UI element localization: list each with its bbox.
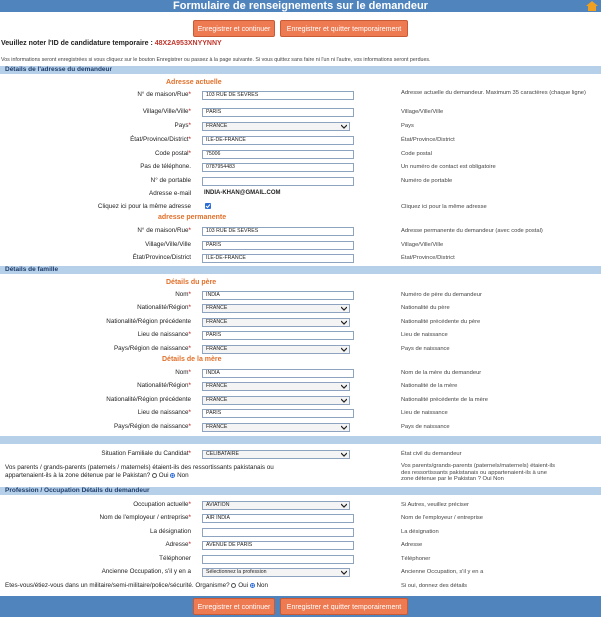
- state-input[interactable]: ILE-DE-FRANCE: [202, 136, 354, 145]
- email-label: Adresse e-mail: [149, 190, 191, 197]
- military-yes-label: Oui: [238, 582, 248, 589]
- pakistan-question-line2: appartenaient-ils à la zone détenue par le Pakistan? Oui Non: [5, 472, 189, 479]
- designation-label: La désignation: [150, 528, 191, 535]
- home-icon[interactable]: [586, 1, 598, 11]
- house-input[interactable]: 103 RUE DE SEVRES: [202, 91, 354, 100]
- section-profession: Profession / Occupation Détails du demandeur: [0, 487, 601, 495]
- chevron-down-icon: [341, 425, 347, 430]
- save-continue-button-bottom[interactable]: Enregistrer et continuer: [193, 598, 275, 615]
- employer-help: Nom de l'employeur / entreprise: [401, 515, 483, 521]
- house-label: N° de maison/Rue*: [137, 91, 191, 98]
- prof-address-help: Adresse: [401, 542, 423, 548]
- father-country-help: Pays de naissance: [401, 346, 450, 352]
- designation-help: La désignation: [401, 529, 439, 535]
- chevron-down-icon: [341, 124, 347, 129]
- temp-id-label: Veuillez noter l'ID de candidature temporaire :: [1, 40, 153, 47]
- father-prev-label: Nationalité/Région précédente: [106, 318, 191, 325]
- temp-id-value: 48X2A953XNYYNNY: [154, 40, 222, 47]
- mother-country-label: Pays/Région de naissance*: [113, 423, 191, 430]
- mother-heading: Détails de la mère: [162, 356, 222, 363]
- mobile-input[interactable]: [202, 177, 354, 186]
- save-quit-button-bottom[interactable]: Enregistrer et quitter temporairement: [280, 598, 408, 615]
- same-address-checkbox[interactable]: [205, 203, 211, 209]
- section-address: Détails de l'adresse du demandeur: [0, 66, 601, 74]
- mother-name-help: Nom de la mère du demandeur: [401, 370, 482, 376]
- mother-birth-help: Lieu de naissance: [401, 410, 448, 416]
- postal-label: Code postal*: [154, 150, 191, 157]
- phone-help: Un numéro de contact est obligatoire: [401, 164, 496, 170]
- mother-prev-label: Nationalité/Région précédente: [106, 396, 191, 403]
- father-birth-label: Lieu de naissance*: [137, 331, 191, 338]
- mother-birth-label: Lieu de naissance*: [137, 409, 191, 416]
- save-info-text: Vos informations seront enregistrées si vous cliquez sur le bouton Enregistrer ou passez à la page suivante. Si vous quittez sans faire ni l'un ni l'autre, vos informations seront perdues.: [1, 57, 431, 63]
- perm-state-help: État/Province/District: [401, 255, 455, 261]
- mother-nat-select[interactable]: FRANCE: [202, 382, 350, 391]
- mother-name-label: Nom*: [175, 369, 191, 376]
- father-country-label: Pays/Région de naissance*: [113, 345, 191, 352]
- country-label: Pays*: [174, 122, 191, 129]
- military-help: Si oui, donnez des détails: [401, 583, 468, 589]
- prof-phone-label: Téléphoner: [159, 555, 191, 562]
- prof-phone-input[interactable]: [202, 555, 354, 564]
- pakistan-no-radio[interactable]: [170, 473, 175, 478]
- military-yes-radio[interactable]: [231, 583, 236, 588]
- perm-house-input[interactable]: 103 RUE DE SEVRES: [202, 227, 354, 236]
- chevron-down-icon: [341, 452, 347, 457]
- military-no-label: Non: [256, 582, 269, 589]
- house-help: Adresse actuelle du demandeur. Maximum 35 caractères (chaque ligne): [401, 90, 586, 96]
- page-title: Formulaire de renseignements sur le demandeur: [173, 0, 428, 12]
- page-title-bar: [0, 0, 601, 12]
- prev-occupation-label: Ancienne Occupation, s'il y en a: [101, 568, 191, 575]
- mother-birth-input[interactable]: PARIS: [202, 409, 354, 418]
- perm-village-label: Village/Ville/Ville: [145, 241, 191, 248]
- phone-input[interactable]: 0787954483: [202, 163, 354, 172]
- postal-help: Code postal: [401, 151, 432, 157]
- father-country-select[interactable]: FRANCE: [202, 345, 350, 354]
- country-select[interactable]: FRANCE: [202, 122, 350, 131]
- perm-house-label: N° de maison/Rue*: [137, 227, 191, 234]
- section-family: Détails de famille: [0, 266, 601, 274]
- perm-house-help: Adresse permanente du demandeur (avec code postal): [401, 228, 543, 234]
- chevron-down-icon: [341, 306, 347, 311]
- prof-phone-help: Téléphoner: [401, 556, 431, 562]
- mother-prev-select[interactable]: FRANCE: [202, 396, 350, 405]
- country-help: Pays: [401, 123, 414, 129]
- occupation-select[interactable]: AVIATION: [202, 501, 350, 510]
- postal-input[interactable]: 75006: [202, 150, 354, 159]
- employer-input[interactable]: AIR INDIA: [202, 514, 354, 523]
- village-input[interactable]: PARIS: [202, 108, 354, 117]
- mobile-help: Numéro de portable: [401, 178, 453, 184]
- father-name-input[interactable]: INDIA: [202, 291, 354, 300]
- mother-prev-help: Nationalité précédente de la mère: [401, 397, 489, 403]
- phone-label: Pas de téléphone.: [140, 163, 191, 170]
- chevron-down-icon: [341, 384, 347, 389]
- check-icon: [205, 203, 211, 209]
- father-name-help: Numéro de père du demandeur: [401, 292, 482, 298]
- perm-state-input[interactable]: ILE-DE-FRANCE: [202, 254, 354, 263]
- save-quit-button-top[interactable]: Enregistrer et quitter temporairement: [280, 20, 408, 37]
- village-label: Village/Ville/Ville*: [142, 108, 191, 115]
- chevron-down-icon: [341, 398, 347, 403]
- pakistan-help: Vos parents/grands-parents (paternels/maternels) étaient-ils des ressortissants pakistanais ou appartenaient-ils à une zone détenue par le Pakistan ? Oui Non: [401, 463, 556, 482]
- father-birth-input[interactable]: PARIS: [202, 331, 354, 340]
- state-label: État/Province/District*: [130, 136, 191, 143]
- pakistan-yes-label: Oui: [158, 472, 169, 479]
- father-prev-help: Nationalité précédente du père: [401, 319, 481, 325]
- chevron-down-icon: [341, 503, 347, 508]
- perm-state-label: État/Province/District: [132, 254, 191, 261]
- father-prev-select[interactable]: FRANCE: [202, 318, 350, 327]
- father-name-label: Nom*: [175, 291, 191, 298]
- prev-occupation-help: Ancienne Occupation, s'il y en a: [401, 569, 484, 575]
- mother-country-select[interactable]: FRANCE: [202, 423, 350, 432]
- designation-input[interactable]: [202, 528, 354, 537]
- military-question: Etes-vous/étiez-vous dans un militaire/semi-militaire/police/sécurité. Organisme? Oui Non: [5, 582, 269, 589]
- pakistan-question-line1: Vos parents / grands-parents (paternels / maternels) étaient-ils des ressortissants pakistanais ou: [5, 464, 274, 471]
- father-heading: Détails du père: [166, 279, 217, 286]
- email-value: INDIA-KHAN@GMAIL.COM: [204, 190, 281, 196]
- marital-select[interactable]: CELIBATAIRE: [202, 450, 350, 459]
- occupation-label: Occupation actuelle*: [133, 501, 191, 508]
- prof-address-label: Adresse*: [165, 541, 191, 548]
- father-nat-select[interactable]: FRANCE: [202, 304, 350, 313]
- mother-country-help: Pays de naissance: [401, 424, 450, 430]
- pakistan-yes-radio[interactable]: [152, 473, 157, 478]
- section-divider: [0, 436, 601, 444]
- mother-nat-label: Nationalité/Région*: [137, 382, 191, 389]
- temp-id-notice: [1, 40, 222, 48]
- perm-village-help: Village/Ville/Ville: [401, 242, 444, 248]
- occupation-help: Si Autres, veuillez préciser: [401, 502, 469, 508]
- prev-occupation-select[interactable]: Sélectionnez la profession: [202, 568, 350, 577]
- same-address-help: Cliquez ici pour la même adresse: [401, 204, 487, 210]
- mother-nat-help: Nationalité de la mère: [401, 383, 458, 389]
- father-nat-label: Nationalité/Région*: [137, 304, 191, 311]
- mother-name-input[interactable]: INDIA: [202, 369, 354, 378]
- perm-village-input[interactable]: PARIS: [202, 241, 354, 250]
- chevron-down-icon: [341, 570, 347, 575]
- employer-label: Nom de l'employeur / entreprise*: [99, 514, 191, 521]
- same-address-label: Cliquez ici pour la même adresse: [97, 203, 191, 210]
- state-help: État/Province/District: [401, 137, 455, 143]
- prof-address-input[interactable]: AVENUE DE PARIS: [202, 541, 354, 550]
- current-address-heading: Adresse actuelle: [166, 79, 222, 86]
- military-no-radio[interactable]: [250, 583, 255, 588]
- father-nat-help: Nationalité du père: [401, 305, 450, 311]
- save-continue-button-top[interactable]: Enregistrer et continuer: [193, 20, 275, 37]
- pakistan-no-label: Non: [177, 472, 189, 479]
- mobile-label: N° de portable: [150, 177, 191, 184]
- chevron-down-icon: [341, 320, 347, 325]
- chevron-down-icon: [341, 347, 347, 352]
- marital-label: Situation Familiale du Candidat*: [101, 450, 191, 457]
- marital-help: État civil du demandeur: [401, 451, 462, 457]
- permanent-address-heading: adresse permanente: [158, 214, 227, 221]
- village-help: Village/Ville/Ville: [401, 109, 444, 115]
- father-birth-help: Lieu de naissance: [401, 332, 448, 338]
